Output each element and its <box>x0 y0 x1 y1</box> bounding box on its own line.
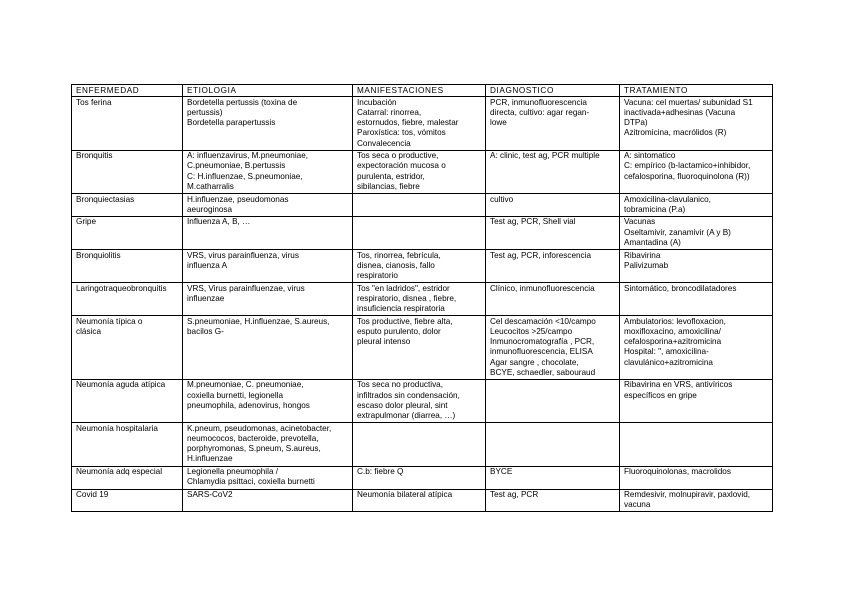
cell-manifestaciones: Tos productive, fiebre alta, esputo purulento, dolor pleural intenso <box>353 316 486 380</box>
cell-etiologia: Bordetella pertussis (toxina de pertussis) Bordetella parapertussis <box>183 97 353 151</box>
cell-tratamiento: Sintomático, broncodilatadores <box>620 283 773 316</box>
cell-diagnostico: Test ag, PCR, inforescencia <box>486 250 620 283</box>
cell-etiologia: K.pneum, pseudomonas, acinetobacter, neumococos, bacteroide, prevotella, porphyromonas, S.pneum, S.aureus, H.influenzae <box>183 423 353 466</box>
cell-tratamiento: Vacunas Oseltamivir, zanamivir (A y B) Amantadina (A) <box>620 216 773 249</box>
table-body <box>72 97 773 512</box>
cell-etiologia: A: influenzavirus, M.pneumoniae, C.pneumoniae, B.pertussis C: H.influenzae, S.pneumoniae, M.catharralis <box>183 150 353 193</box>
cell-tratamiento: Fluoroquinolonas, macrolidos <box>620 466 773 489</box>
cell-diagnostico: Clínico, inmunofluorescencia <box>486 283 620 316</box>
cell-diagnostico: Cel descamación <10/campo Leucocitos >25/campo Inmunocromatografía , PCR, inmunofluorescencia, ELISA Agar sangre , chocolate, BCYE, schaedler, sabouraud <box>486 316 620 380</box>
cell-etiologia: Influenza A, B, … <box>183 216 353 249</box>
cell-etiologia: VRS, virus parainfluenza, virus influenza A <box>183 250 353 283</box>
table-row <box>72 194 773 217</box>
cell-diagnostico: Test ag, PCR, Shell vial <box>486 216 620 249</box>
cell-etiologia: Legionella pneumophila / Chlamydia psittaci, coxiella burnetti <box>183 466 353 489</box>
cell-enfermedad: Neumonía adq especial <box>72 466 183 489</box>
cell-diagnostico: BYCE <box>486 466 620 489</box>
cell-manifestaciones: C.b: fiebre Q <box>353 466 486 489</box>
cell-manifestaciones: Neumonía bilateral atípica <box>353 489 486 512</box>
cell-tratamiento <box>620 423 773 466</box>
table-row <box>72 216 773 249</box>
table-row <box>72 423 773 466</box>
disease-table <box>71 84 773 512</box>
cell-enfermedad: Neumonía aguda atípica <box>72 379 183 422</box>
cell-tratamiento: Ribavirina Palivizumab <box>620 250 773 283</box>
cell-manifestaciones: Incubación Catarral: rinorrea, estornudos, fiebre, malestar Paroxística: tos, vómitos Convalecencia <box>353 97 486 151</box>
cell-tratamiento: A: sintomatico C: empírico (b-lactamico+inhibidor, cefalosporina, fluoroquinolona (R)) <box>620 150 773 193</box>
cell-enfermedad: Bronquiectasias <box>72 194 183 217</box>
cell-enfermedad: Tos ferina <box>72 97 183 151</box>
table-row <box>72 379 773 422</box>
header-row <box>72 85 773 97</box>
table-row <box>72 489 773 512</box>
cell-manifestaciones: Tos seca no productiva, infiltrados sin condensación, escaso dolor pleural, sint extrapulmonar (diarrea, …) <box>353 379 486 422</box>
cell-diagnostico: A: clinic, test ag, PCR multiple <box>486 150 620 193</box>
cell-diagnostico <box>486 423 620 466</box>
cell-enfermedad: Gripe <box>72 216 183 249</box>
cell-manifestaciones <box>353 216 486 249</box>
cell-etiologia: VRS, Virus parainfluenzae, virus influenzae <box>183 283 353 316</box>
cell-tratamiento: Ambulatorios: levofloxacion, moxifloxacino, amoxicilina/ cefalosporina+azitromicina Hospital: ", amoxicilina- clavulánico+azitromicina <box>620 316 773 380</box>
cell-enfermedad: Bronquitis <box>72 150 183 193</box>
cell-tratamiento: Amoxicilina-clavulanico, tobramicina (P.a) <box>620 194 773 217</box>
table-row <box>72 97 773 151</box>
cell-diagnostico: Test ag, PCR <box>486 489 620 512</box>
table-row <box>72 316 773 380</box>
cell-enfermedad: Laringotraqueobronquitis <box>72 283 183 316</box>
column-header-diagnostico: DIAGNOSTICO <box>486 85 620 97</box>
table-row <box>72 150 773 193</box>
cell-tratamiento: Remdesivir, molnupiravir, paxlovid, vacuna <box>620 489 773 512</box>
column-header-manifestaciones: MANIFESTACIONES <box>353 85 486 97</box>
cell-diagnostico: cultivo <box>486 194 620 217</box>
cell-diagnostico: PCR, inmunofluorescencia directa, cultivo: agar regan- lowe <box>486 97 620 151</box>
cell-diagnostico <box>486 379 620 422</box>
cell-manifestaciones <box>353 423 486 466</box>
cell-enfermedad: Bronquiolitis <box>72 250 183 283</box>
cell-etiologia: S.pneumoniae, H.influenzae, S.aureus, bacilos G- <box>183 316 353 380</box>
table-header <box>72 85 773 97</box>
cell-manifestaciones: Tos, rinorrea, febrícula, disnea, cianosis, fallo respiratorio <box>353 250 486 283</box>
cell-etiologia: H.influenzae, pseudomonas aeuroginosa <box>183 194 353 217</box>
cell-etiologia: M.pneumoniae, C. pneumoniae, coxiella burnetti, legionella pneumophila, adenovirus, hongos <box>183 379 353 422</box>
table-row <box>72 250 773 283</box>
cell-enfermedad: Covid 19 <box>72 489 183 512</box>
cell-manifestaciones <box>353 194 486 217</box>
table-row <box>72 466 773 489</box>
column-header-etiologia: ETIOLOGIA <box>183 85 353 97</box>
table-row <box>72 283 773 316</box>
cell-enfermedad: Neumonía típica o clásica <box>72 316 183 380</box>
cell-etiologia: SARS-CoV2 <box>183 489 353 512</box>
column-header-enfermedad: ENFERMEDAD <box>72 85 183 97</box>
cell-manifestaciones: Tos "en ladridos", estridor respiratorio, disnea , fiebre, insuficiencia respiratoria <box>353 283 486 316</box>
cell-tratamiento: Vacuna: cel muertas/ subunidad S1 inactivada+adhesinas (Vacuna DTPa) Azitromicina, macrólidos (R) <box>620 97 773 151</box>
cell-manifestaciones: Tos seca o productive, expectoración mucosa o purulenta, estridor, sibilancias, fiebre <box>353 150 486 193</box>
cell-tratamiento: Ribavirina en VRS, antivíricos específicos en gripe <box>620 379 773 422</box>
column-header-tratamiento: TRATAMIENTO <box>620 85 773 97</box>
cell-enfermedad: Neumonía hospitalaria <box>72 423 183 466</box>
